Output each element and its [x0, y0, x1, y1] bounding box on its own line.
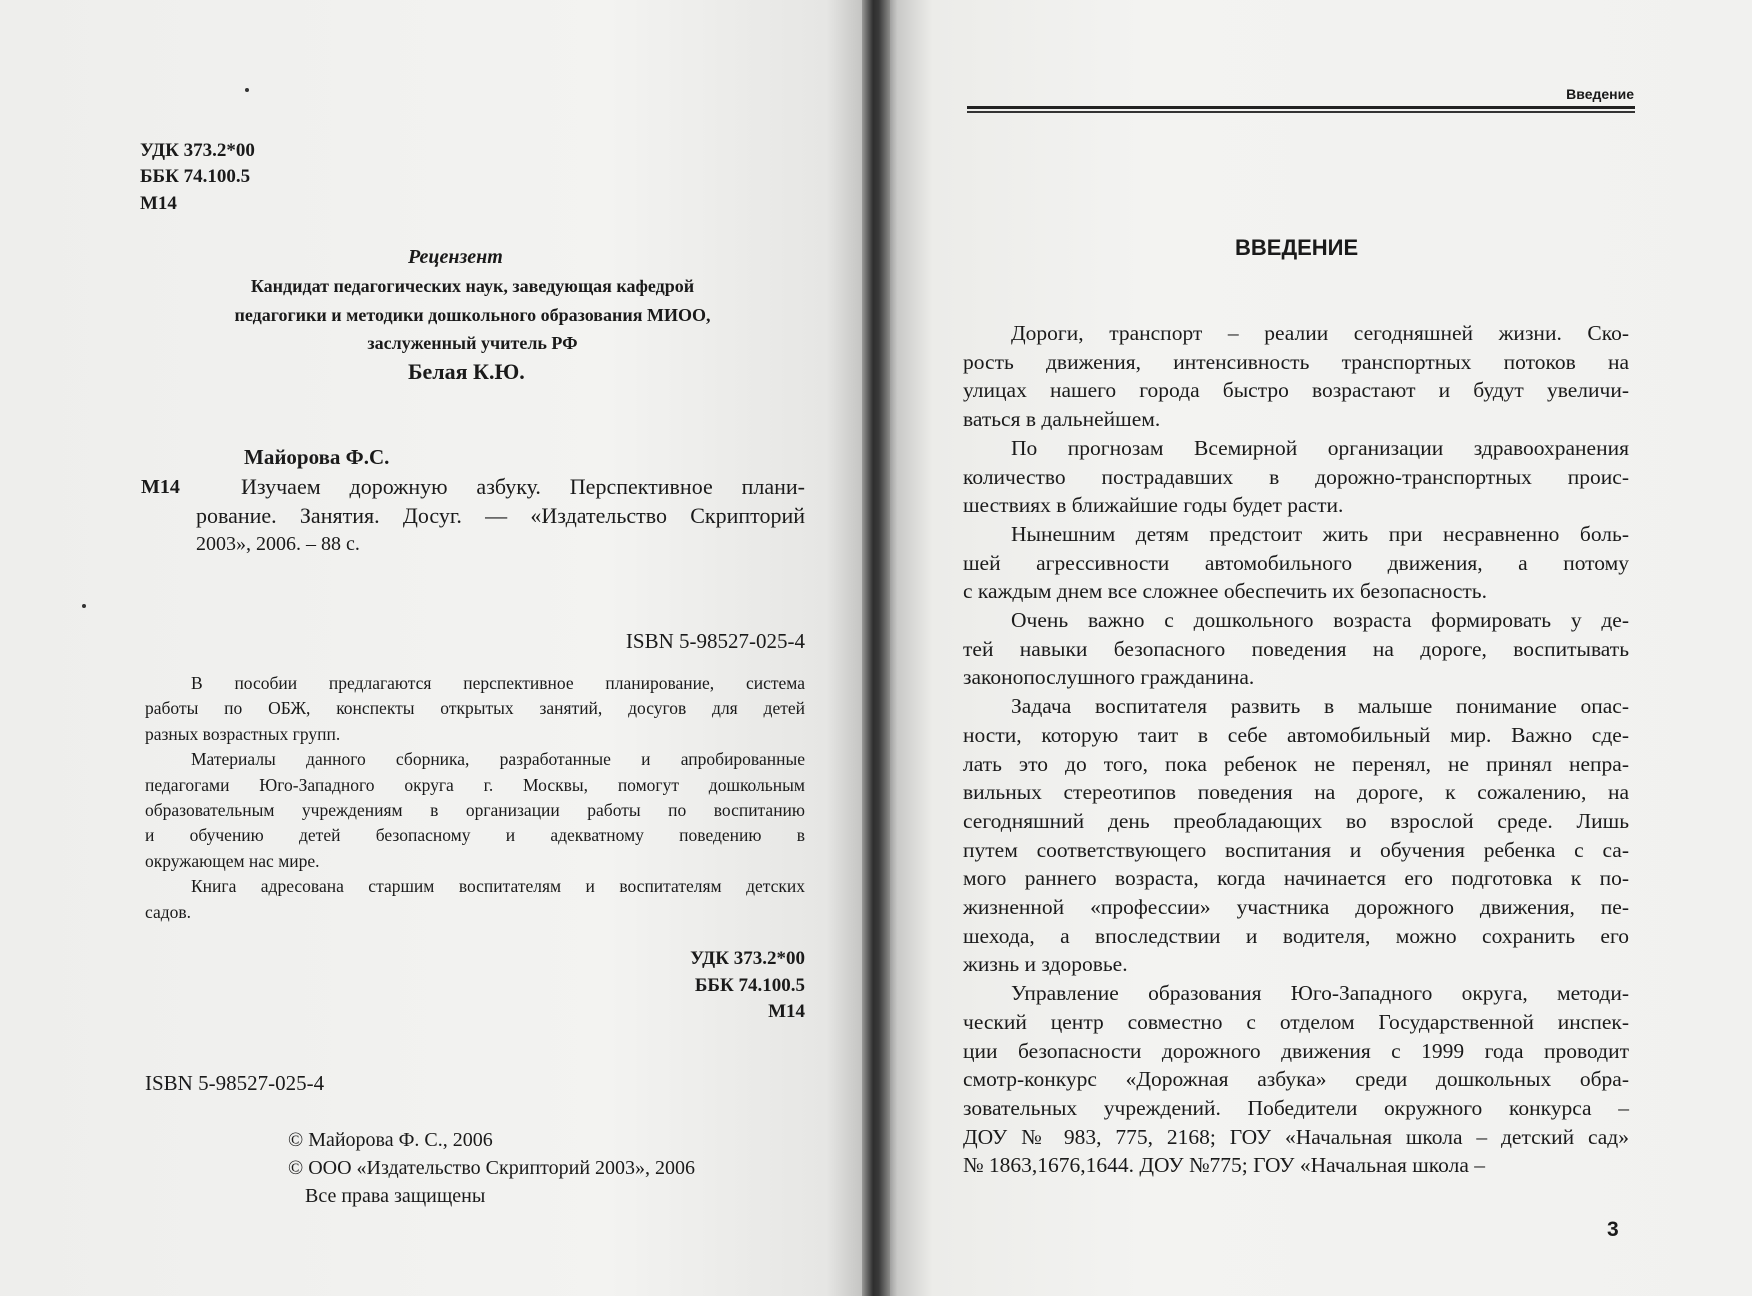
text-line: ции безопасности дорожного движения с 1999 года проводит	[963, 1038, 1629, 1063]
isbn: ISBN 5-98527-025-4	[625, 629, 805, 653]
author-mark-bottom: М14	[768, 1001, 805, 1022]
book-spine	[862, 0, 890, 1296]
text-line: шехода, а впоследствии и водителя, можно сохранить его	[963, 923, 1629, 948]
text-line: Задача воспитателя развить в малыше понимание опас-	[1011, 694, 1629, 719]
text-line: с каждым днем все сложнее обеспечить их безопасность.	[963, 579, 1487, 604]
biblio-line: 2003», 2006. – 88 с.	[196, 533, 360, 555]
text-line: улицах нашего города быстро возрастают и будут увеличи-	[963, 378, 1629, 403]
text-line: Очень важно с дошкольного возраста формировать у де-	[1011, 608, 1629, 632]
bbk-code-bottom: ББК 74.100.5	[694, 975, 805, 996]
reviewer-line: Кандидат педагогических наук, заведующая кафедрой	[250, 276, 695, 296]
header-rule	[967, 111, 1635, 113]
text-line: Материалы данного сборника, разработанные и апробированные	[191, 749, 805, 770]
biblio-line: Изучаем дорожную азбуку. Перспективное плани-	[241, 474, 805, 499]
bbk-code: ББК 74.100.5	[140, 166, 251, 187]
text-line: и обучению детей безопасному и адекватному поведению в	[145, 825, 805, 846]
biblio-line: рование. Занятия. Досуг. — «Издательство Скрипторий	[196, 503, 805, 528]
text-line: В пособии предлагаются перспективное планирование, система	[191, 673, 805, 693]
text-line: Книга адресована старшим воспитателям и воспитателям детских	[191, 876, 805, 897]
chapter-heading: ВВЕДЕНИЕ	[1235, 235, 1359, 260]
text-line: окружающем нас мире.	[145, 850, 320, 871]
scan-speck	[82, 604, 86, 608]
catalog-code: М14	[141, 476, 180, 498]
text-line: законопослушного гражданина.	[963, 665, 1255, 690]
running-header: Введение	[1566, 86, 1634, 102]
text-line: шествиях в ближайшие годы будет расти.	[963, 493, 1344, 518]
header-rule	[967, 106, 1635, 109]
copyright-line: © ООО «Издательство Скрипторий 2003», 2006	[288, 1157, 696, 1179]
text-line: Дороги, транспорт – реалии сегодняшней жизни. Ско-	[1011, 321, 1629, 345]
text-line: вильных стереотипов поведения на дороге, к сожалению, на	[963, 780, 1629, 805]
text-line: образовательным учреждениям в организации работы по воспитанию	[145, 800, 805, 820]
text-line: ческий центр совместно с отделом Государственной инспек-	[963, 1009, 1629, 1034]
udk-code-bottom: УДК 373.2*00	[690, 948, 805, 969]
text-line: ДОУ № 983, 775, 2168; ГОУ «Начальная школа – детский сад»	[963, 1124, 1629, 1149]
reviewer-label: Рецензент	[408, 246, 503, 268]
text-line: садов.	[145, 901, 192, 922]
text-line: количество пострадавших в дорожно-транспортных проис-	[963, 464, 1629, 489]
text-line: работы по ОБЖ, конспекты открытых занятий, досугов для детей	[145, 698, 805, 719]
author-mark: М14	[140, 193, 177, 214]
text-line: путем соответствующего воспитания и обучения ребенка с са-	[963, 837, 1629, 862]
text-line: шей агрессивности автомобильного движения, а потому	[963, 550, 1629, 575]
text-line: Нынешним детям предстоит жить при несравненно боль-	[1011, 521, 1629, 546]
text-line: сегодняшний день преобладающих во взрослой среде. Лишь	[963, 808, 1629, 833]
text-line: лать это до того, пока ребенок не перенял, не принял непра-	[963, 751, 1629, 776]
text-line: Управление образования Юго-Западного округа, методи-	[1011, 981, 1629, 1006]
reviewer-name: Белая К.Ю.	[408, 359, 525, 384]
copyright-line: © Майорова Ф. С., 2006	[288, 1129, 493, 1151]
udk-code: УДК 373.2*00	[140, 140, 255, 161]
rights-reserved: Все права защищены	[305, 1185, 486, 1207]
text-line: ности, которую таит в себе автомобильный мир. Важно сде-	[963, 722, 1629, 747]
text-line: По прогнозам Всемирной организации здравоохранения	[1011, 435, 1629, 460]
text-line: смотр-конкурс «Дорожная азбука» среди дошкольных обра-	[963, 1067, 1629, 1092]
text-line: разных возрастных групп.	[145, 723, 341, 744]
reviewer-line: заслуженный учитель РФ	[367, 333, 578, 353]
text-line: жизненной «профессии» участника дорожного движения, пе-	[963, 895, 1629, 919]
author-name: Майорова Ф.С.	[244, 445, 390, 469]
text-line: тей навыки безопасного поведения на дороге, воспитывать	[963, 636, 1629, 661]
text-line: педагогами Юго-Западного округа г. Москвы, помогут дошкольным	[145, 774, 805, 795]
page-number: 3	[1607, 1218, 1619, 1241]
text-line: мого раннего возраста, когда начинается его подготовка к по-	[963, 866, 1629, 891]
reviewer-line: педагогики и методики дошкольного образования МИОО,	[234, 305, 711, 325]
scan-speck	[245, 88, 249, 92]
text-line: ваться в дальнейшем.	[963, 407, 1161, 432]
text-line: № 1863,1676,1644. ДОУ №775; ГОУ «Начальная школа –	[963, 1153, 1486, 1178]
text-line: жизнь и здоровье.	[963, 952, 1128, 977]
text-line: рость движения, интенсивность транспортных потоков на	[963, 349, 1629, 374]
isbn-bottom: ISBN 5-98527-025-4	[145, 1071, 325, 1095]
text-line: зовательных учреждений. Победители окружного конкурса –	[963, 1095, 1629, 1120]
